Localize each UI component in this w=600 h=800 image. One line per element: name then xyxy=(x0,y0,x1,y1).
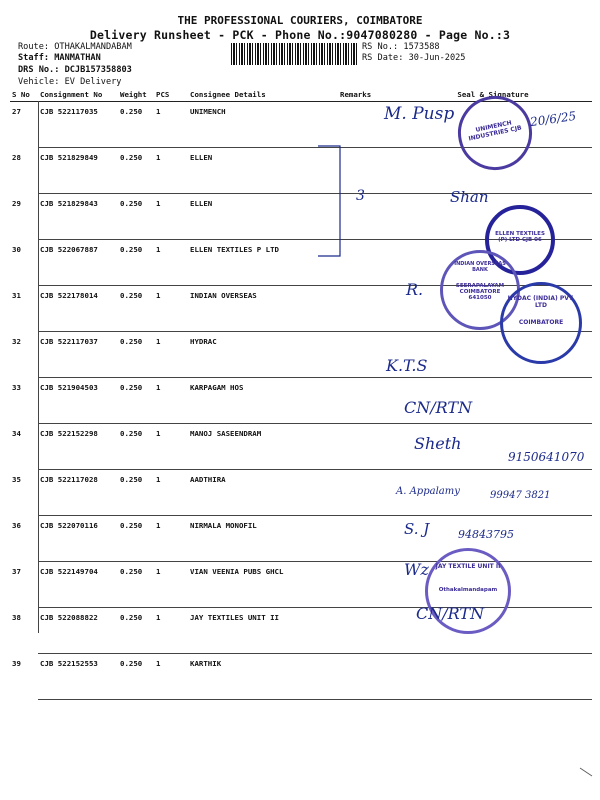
rs-number: RS No.: 1573588 xyxy=(362,42,440,52)
drs-value: DCJB157358803 xyxy=(64,65,132,75)
staff-value: MANMATHAN xyxy=(54,53,101,63)
note-34: CN/RTN xyxy=(404,398,473,417)
cell-weight: 0.250 xyxy=(118,470,154,516)
cell-consignment: CJB 521904503 xyxy=(38,378,118,424)
cell-weight: 0.250 xyxy=(118,424,154,470)
cell-consignment: CJB 522088822 xyxy=(38,608,118,654)
cell-sno: 36 xyxy=(12,520,21,530)
cell-weight: 0.250 xyxy=(118,240,154,286)
cell-consignee: INDIAN OVERSEAS xyxy=(188,286,338,332)
cell-sno: 30 xyxy=(12,244,21,254)
cell-sno: 34 xyxy=(12,428,21,438)
drs-label: DRS No.: xyxy=(18,65,65,75)
remark-mark: 3 xyxy=(356,188,365,204)
cell-consignment: CJB 522067887 xyxy=(38,240,118,286)
note-39: CN/RTN xyxy=(416,604,485,623)
stamp-unimench-text: UNIMENCH INDUSTRIES CJB xyxy=(467,119,523,143)
signature-37: S. J xyxy=(404,520,430,538)
cell-weight: 0.250 xyxy=(118,562,154,608)
cell-consignment: CJB 522152553 xyxy=(38,654,118,700)
cell-consignment: CJB 521829849 xyxy=(38,148,118,194)
cell-consignee: ELLEN xyxy=(188,194,338,240)
cell-consignment: CJB 522149704 xyxy=(38,562,118,608)
signature-29: Shan xyxy=(450,188,489,206)
vehicle-label: Vehicle: EV Delivery xyxy=(18,77,122,87)
cell-consignment: CJB 521829843 xyxy=(38,194,118,240)
document-title: THE PROFESSIONAL COURIERS, COIMBATORE xyxy=(177,14,423,27)
cell-pcs: 1 xyxy=(154,194,188,240)
cell-sno: 37 xyxy=(12,566,21,576)
stamp-iob-top: INDIAN OVERSEAS BANK xyxy=(454,261,506,273)
document-subtitle: Delivery Runsheet - PCK - Phone No.:9047080280 - Page No.:3 xyxy=(89,28,511,42)
stamp-hydac xyxy=(500,282,582,364)
cell-weight: 0.250 xyxy=(118,654,154,700)
signature-27: M. Pusp xyxy=(384,104,455,124)
cell-consignee: HYDRAC xyxy=(188,332,338,378)
cell-sno: 39 xyxy=(12,658,21,668)
signature-31: R. xyxy=(406,280,424,299)
stamp-jay-mid: Othakalmandapam xyxy=(438,587,498,593)
cell-sno: 28 xyxy=(12,152,21,162)
phone-37: 94843795 xyxy=(458,528,514,541)
cell-consignee: ELLEN TEXTILES P LTD xyxy=(188,240,338,286)
stamp-jay-top: JAY TEXTILE UNIT II xyxy=(435,563,501,570)
signature-35: Sheth xyxy=(414,434,462,453)
cell-pcs: 1 xyxy=(154,516,188,562)
cell-consignment: CJB 522152298 xyxy=(38,424,118,470)
cell-weight: 0.250 xyxy=(118,516,154,562)
cell-consignment: CJB 522117028 xyxy=(38,470,118,516)
signature-33: K.T.S xyxy=(386,356,428,375)
cell-pcs: 1 xyxy=(154,562,188,608)
rs-date: RS Date: 30-Jun-2025 xyxy=(362,53,466,63)
phone-35: 9150641070 xyxy=(508,450,585,464)
phone-36: 99947 3821 xyxy=(490,490,551,501)
cell-sno: 33 xyxy=(12,382,21,392)
cell-consignee: AADTHIRA xyxy=(188,470,338,516)
cell-weight: 0.250 xyxy=(118,148,154,194)
cell-pcs: 1 xyxy=(154,608,188,654)
name-36: A. Appalamy xyxy=(396,486,460,497)
cell-consignee: NIRMALA MONOFIL xyxy=(188,516,338,562)
cell-consignee: UNIMENCH xyxy=(188,102,338,148)
cell-weight: 0.250 xyxy=(118,102,154,148)
cell-consignee: MANOJ SASEENDRAM xyxy=(188,424,338,470)
cell-weight: 0.250 xyxy=(118,608,154,654)
cell-sno: 29 xyxy=(12,198,21,208)
header-sno: S No xyxy=(10,88,38,102)
cell-weight: 0.250 xyxy=(118,378,154,424)
header-remarks: Remarks xyxy=(338,88,394,102)
remark-bracket xyxy=(318,146,340,256)
cell-consignment: CJB 522117035 xyxy=(38,102,118,148)
cell-consignee: KARPAGAM HOS xyxy=(188,378,338,424)
cell-pcs: 1 xyxy=(154,654,188,700)
header-seal-signature: Seal & Signature xyxy=(394,88,592,102)
cell-consignment: CJB 522070116 xyxy=(38,516,118,562)
cell-sno: 27 xyxy=(12,107,21,116)
cell-sno: 31 xyxy=(12,290,21,300)
header-consignee: Consignee Details xyxy=(188,88,338,102)
cell-sno: 35 xyxy=(12,474,21,484)
cell-consignment: CJB 522117037 xyxy=(38,332,118,378)
cell-pcs: 1 xyxy=(154,240,188,286)
stamp-hydac-top: HYDAC (INDIA) PVT. LTD xyxy=(507,295,575,309)
cell-consignee: KARTHIK xyxy=(188,654,338,700)
scan-mark xyxy=(580,768,592,776)
cell-consignee: JAY TEXTILES UNIT II xyxy=(188,608,338,654)
staff-label: Staff: xyxy=(18,53,55,63)
cell-consignment: CJB 522178014 xyxy=(38,286,118,332)
header-weight: Weight xyxy=(118,88,154,102)
cell-pcs: 1 xyxy=(154,332,188,378)
stamp-iob-mid: SEERAPALAYAM COIMBATORE 641050 xyxy=(455,283,505,301)
cell-weight: 0.250 xyxy=(118,332,154,378)
cell-pcs: 1 xyxy=(154,286,188,332)
cell-consignee: VIAN VEENIA PUBS GHCL xyxy=(188,562,338,608)
route-label: Route: OTHAKALMANDABAM xyxy=(18,42,132,52)
cell-pcs: 1 xyxy=(154,378,188,424)
header-consignment: Consignment No xyxy=(38,88,118,102)
header-pcs: PCS xyxy=(154,88,188,102)
cell-weight: 0.250 xyxy=(118,286,154,332)
cell-pcs: 1 xyxy=(154,424,188,470)
cell-pcs: 1 xyxy=(154,470,188,516)
stamp-ellen-text: ELLEN TEXTILES (P) LTD CJB 06 xyxy=(495,231,545,243)
cell-pcs: 1 xyxy=(154,102,188,148)
signature-38: Wz xyxy=(404,560,429,579)
date-note-27: 20/6/25 xyxy=(529,108,578,130)
cell-sno: 38 xyxy=(12,612,21,622)
stamp-hydac-mid: COIMBATORE xyxy=(518,319,564,326)
cell-consignee: ELLEN xyxy=(188,148,338,194)
cell-weight: 0.250 xyxy=(118,194,154,240)
cell-pcs: 1 xyxy=(154,148,188,194)
cell-sno: 32 xyxy=(12,336,21,346)
